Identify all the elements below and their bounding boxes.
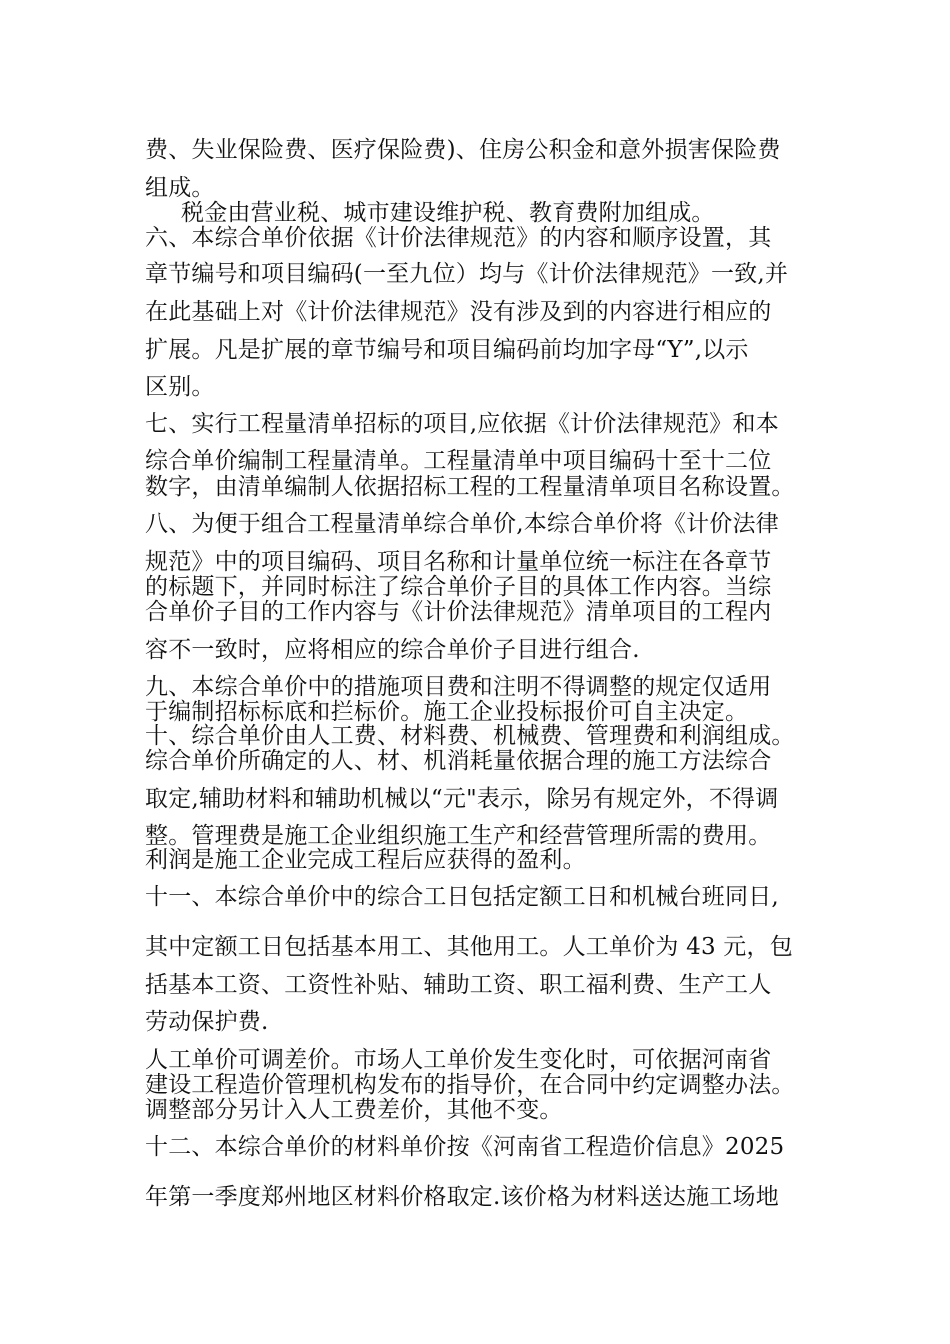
text-line: 取定,辅助材料和辅助机械以“元"表示，除另有规定外，不得调 <box>145 786 779 812</box>
text-line: 于编制招标标底和拦标价。施工企业投标报价可自主决定。 <box>145 699 749 725</box>
text-line: 容不一致时，应将相应的综合单价子目进行组合. <box>145 637 640 663</box>
text-line: 十、综合单价由人工费、材料费、机械费、管理费和利润组成。 <box>145 723 795 749</box>
text-line: 区别。 <box>145 374 215 400</box>
text-line: 组成。 <box>145 175 215 201</box>
text-line: 规范》中的项目编码、项目名称和计量单位统一标注在各章节 <box>145 549 772 575</box>
text-line: 七、实行工程量清单招标的项目,应依据《计价法律规范》和本 <box>145 411 779 437</box>
text-line: 六、本综合单价依据《计价法律规范》的内容和顺序设置，其 <box>145 225 772 251</box>
text-line: 人工单价可调差价。市场人工单价发生变化时，可依据河南省 <box>145 1047 772 1073</box>
text-line: 利润是施工企业完成工程后应获得的盈利。 <box>145 847 586 873</box>
text-line: 综合单价所确定的人、材、机消耗量依据合理的施工方法综合 <box>145 748 772 774</box>
text-line: 章节编号和项目编码(一至九位）均与《计价法律规范》一致,并 <box>145 261 789 287</box>
text-line: 九、本综合单价中的措施项目费和注明不得调整的规定仅适用 <box>145 674 772 700</box>
text-line: 在此基础上对《计价法律规范》没有涉及到的内容进行相应的 <box>145 299 772 325</box>
text-line: 综合单价编制工程量清单。工程量清单中项目编码十至十二位 <box>145 448 772 474</box>
text-line: 括基本工资、工资性补贴、辅助工资、职工福利费、生产工人 <box>145 972 772 998</box>
text-line: 的标题下，并同时标注了综合单价子目的具体工作内容。当综 <box>145 574 772 600</box>
text-line: 年第一季度郑州地区材料价格取定.该价格为材料送达施工场地 <box>145 1184 779 1210</box>
text-line: 八、为便于组合工程量清单综合单价,本综合单价将《计价法律 <box>145 511 779 537</box>
text-line: 费、失业保险费、医疗保险费)、住房公积金和意外损害保险费 <box>145 137 781 163</box>
text-line: 建设工程造价管理机构发布的指导价，在合同中约定调整办法。 <box>145 1072 795 1098</box>
text-line: 劳动保护费. <box>145 1009 269 1035</box>
text-line: 调整部分另计入人工费差价，其他不变。 <box>145 1097 563 1123</box>
text-line: 十一、本综合单价中的综合工日包括定额工日和机械台班同日, <box>145 884 779 910</box>
text-line: 整。管理费是施工企业组织施工生产和经营管理所需的费用。 <box>145 823 772 849</box>
text-line: 数字，由清单编制人依据招标工程的工程量清单项目名称设置。 <box>145 474 795 500</box>
text-line: 税金由营业税、城市建设维护税、教育费附加组成。 <box>181 200 715 226</box>
text-line: 十二、本综合单价的材料单价按《河南省工程造价信息》2025 <box>145 1134 785 1160</box>
text-line: 其中定额工日包括基本用工、其他用工。人工单价为 43 元，包 <box>145 934 793 960</box>
text-line: 合单价子目的工作内容与《计价法律规范》清单项目的工程内 <box>145 599 772 625</box>
text-line: 扩展。凡是扩展的章节编号和项目编码前均加字母“Y”,以示 <box>145 337 749 363</box>
